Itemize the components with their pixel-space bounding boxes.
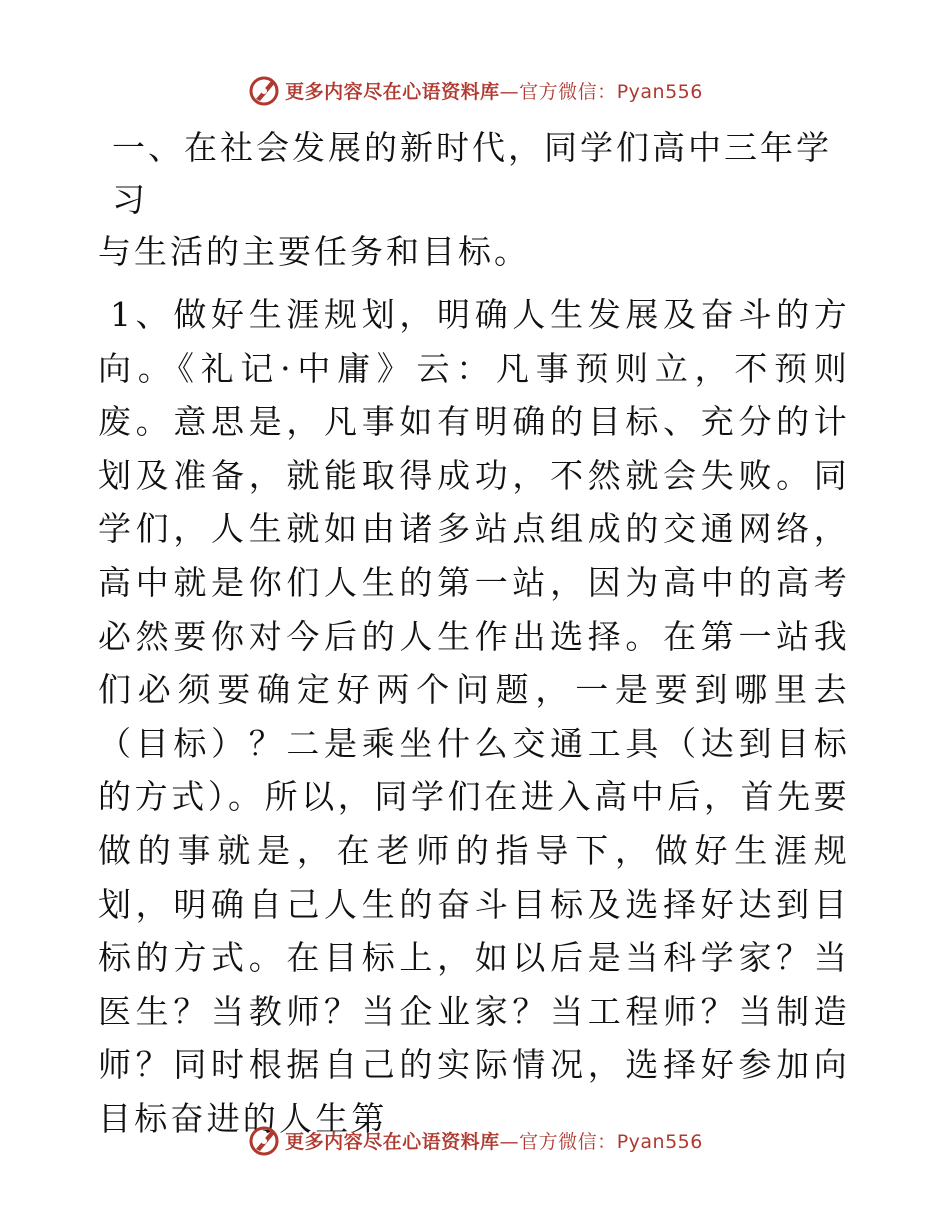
heading-line-1: 一、在社会发展的新时代，同学们高中三年学习 xyxy=(112,128,832,219)
heading-line-2: 与生活的主要任务和目标。 xyxy=(98,232,530,271)
watermark-main: 更多内容尽在心语资料库 xyxy=(285,1130,500,1153)
watermark-wechat-id: Pyan556 xyxy=(616,80,703,103)
quill-logo-icon xyxy=(247,1123,281,1157)
watermark-dash: — xyxy=(499,1130,520,1153)
section-heading xyxy=(98,122,850,278)
quill-logo-icon xyxy=(247,73,281,107)
body-paragraph: 1、做好生涯规划，明确人生发展及奋斗的方向。《礼记·中庸》云：凡事预则立，不预则废。意思是，凡事如有明确的目标、充分的计划及准备，就能取得成功，不然就会失败。同学们，人生就如由诸多站点组成的交通网络，高中就是你们人生的第一站，因为高中的高考必然要你对今后的人生作出选择。在第一站我们必须要确定好两个问题，一是要到哪里去（目标）？二是乘坐什么交通工具（达到目标的方式）。所以，同学们在进入高中后，首先要做的事就是，在老师的指导下，做好生涯规划，明确自己人生的奋斗目标及选择好达到目标的方式。在目标上，如以后是当科学家？当医生？当教师？当企业家？当工程师？当制造师？同时根据自己的实际情况，选择好参加向目标奋进的人生第 xyxy=(98,295,850,1138)
header-watermark-banner xyxy=(0,70,950,110)
watermark-wechat-label: 官方微信： xyxy=(519,1130,617,1153)
footer-watermark-banner xyxy=(0,1120,950,1160)
watermark-wechat-id: Pyan556 xyxy=(616,1130,703,1153)
watermark-wechat-label: 官方微信： xyxy=(519,80,617,103)
header-watermark-text xyxy=(285,77,703,104)
watermark-dash: — xyxy=(499,80,520,103)
document-body xyxy=(98,122,850,1146)
footer-watermark-text xyxy=(285,1127,703,1154)
watermark-main: 更多内容尽在心语资料库 xyxy=(285,80,500,103)
